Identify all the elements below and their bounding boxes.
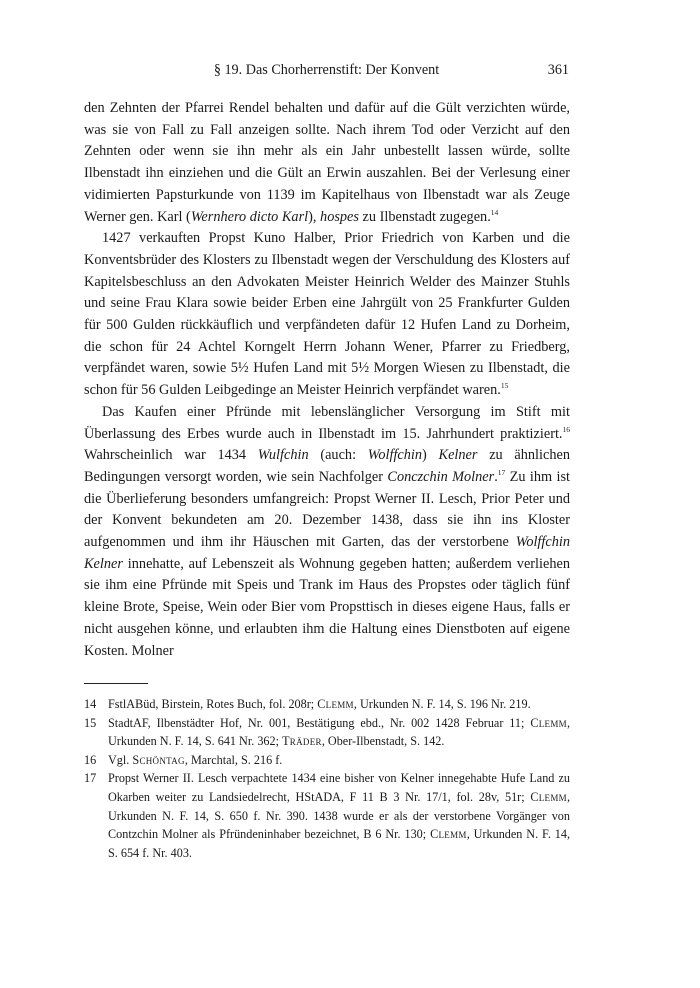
footnote-number: 15 (84, 715, 97, 730)
footnote-number: 17 (84, 771, 97, 786)
paragraph-3: Das Kaufen einer Pfründe mit lebenslänglicher Versorgung im Stift mit Überlassung des Erbes wurde auch in Ilbenstadt im 15. Jahrhundert praktiziert.$^{16}$ Wahrscheinlich war 1434 Wulfchin (auch: Wolffchin) Kelner zu ähnlichen Bedingungen versorgt worden, wie sein Nachfolger Conczchin Molner.$^{17}$ Zu ihm ist die Überlieferung besonders umfangreich: Propst Werner II. Lesch, Prior Peter und der Konvent bekundeten am 20. Dezember 1438, dass sie ihn ins Kloster aufgenommen und ihm ihr Häuschen mit Garten, das der verstorbene Wolffchin Kelner innehatte, auf Lebenszeit als Wohnung gegeben hatten; außerdem verliehen sie ihm eine Pfründe mit Speis und Trank im Haus des Propstes oder täglich fünf kleine Brote, Speise, Wein oder Bier vom Propsttisch in dieses eigene Haus, falls er nicht ausgehen könne, und erlaubten ihm die Haltung eines Dienstboten auf eigene Kosten. Molner (84, 403, 570, 659)
author-name: Clemm (317, 697, 354, 711)
main-text (84, 98, 570, 662)
footnote-separator (84, 683, 148, 684)
paragraph-2: 1427 verkauften Propst Kuno Halber, Prior Friedrich von Karben und die Konventsbrüder des Klosters zu Ilbenstadt wegen der Verschuldung des Klosters auf Kapitelsbeschluss an den Advokaten Meister Heinrich Welder des Mainzer Stuhls und seine Frau Klara sowie beider Erben eine Jahrgült von 25 Frankfurter Gulden für 500 Gulden rückkäuflich und verpfändeten dafür 12 Hufen Land zu Dorheim, die schon für 24 Achtel Korngelt Herrn Johann Wener, Pfarrer zu Friedberg, verpfändet waren, sowie 5½ Hufen Land mit 5½ Morgen Wiesen zu Ilbenstadt, die schon für 56 Gulden Leibgedinge an Meister Heinrich verpfändet waren.$^{15}$ (84, 230, 570, 399)
running-title: § 19. Das Chorherrenstift: Der Konvent (213, 62, 440, 78)
footnote-ref-17[interactable]: 17 (497, 468, 506, 478)
footnote-16: 16 Vgl. Schöntag, Marchtal, S. 216 f. (84, 751, 570, 770)
italic-term: hospes (320, 208, 359, 225)
author-name: Clemm (530, 789, 567, 804)
author-name: Schöntag (132, 752, 185, 767)
author-name: Clemm (530, 715, 567, 730)
running-header (84, 62, 569, 82)
footnote-number: 14 (84, 697, 97, 711)
footnotes (84, 695, 570, 862)
page-number: 361 (547, 62, 569, 78)
author-name: Clemm (430, 827, 467, 842)
footnote-number: 16 (84, 752, 97, 767)
footnote-17: 17 Propst Werner II. Lesch verpachtete 1434 eine bisher von Kelner innegehabte Hufe Land zu Okarben weiter zu Landsiedelrecht, HStADA, F 11 B 3 Nr. 17/1, fol. 28v, 51r; Clemm, Urkunden N. F. 14, S. 650 f. Nr. 390. 1438 wurde er als der verstorbene Vorgänger von Contzchin Molner als Pfründeninhaber bezeichnet, B 6 Nr. 130; Clemm, Urkunden N. F. 14, S. 654 f. Nr. 403. (84, 771, 570, 860)
footnote-ref-16[interactable]: 16 (562, 424, 570, 434)
italic-name: Wolffchin Kelner (84, 534, 570, 572)
italic-quote: Wernhero dicto Karl (190, 208, 309, 225)
paragraph-1: den Zehnten der Pfarrei Rendel behalten und dafür auf die Gült verzichten würde, was sie von Fall zu Fall anzeigen sollte. Nach ihrem Tod oder Verzicht auf den Zehnten oder wenn sie ihn mehr als ein Jahr unbestellt lassen würde, sollte Ilbenstadt ihn einziehen und die Gült an Erwin auszahlen. Bei der Verlesung einer vidimierten Papsturkunde von 1139 im Kapitelhaus von Ilbenstadt war als Zeuge Werner gen. Karl (Wernhero dicto Karl), hospes zu Ilbenstadt zugegen.$^{14}$ (84, 100, 570, 225)
italic-name: Wolffchin (367, 447, 423, 464)
footnote-14: 14 FstlABüd, Birstein, Rotes Buch, fol. 208r; Clemm, Urkunden N. F. 14, S. 196 Nr. 219. (84, 695, 570, 714)
italic-name: Kelner (438, 447, 478, 464)
footnote-ref-15[interactable]: 15 (500, 381, 509, 391)
italic-name: Conczchin Molner (387, 468, 495, 485)
footnote-ref-14[interactable]: 14 (490, 207, 499, 217)
author-name: Träder (282, 734, 322, 749)
italic-name: Wulfchin (257, 447, 309, 464)
footnote-15: 15 StadtAF, Ilbenstädter Hof, Nr. 001, Bestätigung ebd., Nr. 002 1428 Februar 11; Clemm, Urkunden N. F. 14, S. 641 Nr. 362; Träder, Ober-Ilbenstadt, S. 142. (84, 715, 570, 749)
